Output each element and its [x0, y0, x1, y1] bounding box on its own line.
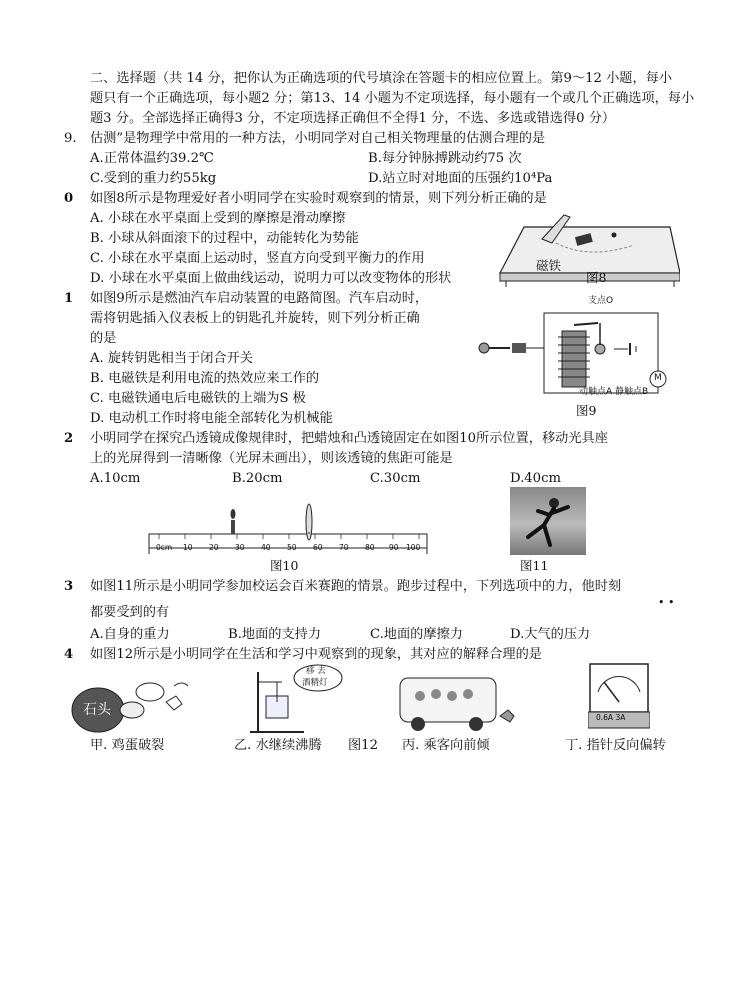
section-line-2: 题只有一个正确选项，每小题2 分；第13、14 小题为不定项选择，每小题有一个或几个正确选项，每小	[90, 91, 695, 106]
q13-emphasis-dots: • •	[658, 596, 675, 609]
figure-12-caption: 图12	[348, 738, 378, 753]
figure-10-tick-90: 90	[389, 543, 399, 552]
q12-number: 2	[64, 431, 74, 446]
figure-12-meter-scale: 0.6A 3A	[596, 713, 626, 722]
q13-stem-line-2: 都要受到的有	[90, 605, 170, 620]
q14-stem: 如图12所示是小明同学在生活和学习中观察到的现象，其对应的解释合理的是	[90, 647, 542, 662]
figure-10-tick-100: 100	[406, 543, 421, 552]
figure-10-tick-80: 80	[365, 543, 375, 552]
figure-12-caption-ding: 丁. 指针反向偏转	[565, 738, 666, 753]
q10-number: 0	[64, 191, 74, 206]
figure-12-caption-bing: 丙. 乘客向前倾	[402, 738, 490, 753]
figure-8-magnet-label: 磁铁	[536, 258, 562, 273]
section-line-3: 题3 分。全部选择正确得3 分，不定项选择正确但不全得1 分，不选、多选或错选得0 分）	[90, 111, 616, 126]
q13-option-c: C.地面的摩擦力	[370, 627, 463, 642]
figure-9-motor-label: M	[654, 373, 662, 383]
q11-option-c: C. 电磁铁通电后电磁铁的上端为S 极	[90, 391, 306, 406]
figure-10-caption: 图10	[270, 558, 299, 573]
q9-option-b: B.每分钟脉搏跳动约75 次	[368, 151, 522, 166]
figure-12-yi-beaker-stand	[248, 662, 344, 736]
q9-option-a: A.正常体温约39.2℃	[90, 151, 214, 166]
figure-10-tick-30: 30	[235, 543, 245, 552]
figure-12-ding-ammeter	[588, 662, 650, 734]
q10-option-c: C. 小球在水平桌面上运动时，竖直方向受到平衡力的作用	[90, 251, 425, 266]
q9-stem: 估测”是物理学中常用的一种方法，小明同学对自己相关物理量的估测合理的是	[90, 131, 546, 146]
figure-12-caption-jia: 甲. 鸡蛋破裂	[90, 738, 165, 753]
q12-option-c: C.30cm	[370, 471, 421, 486]
q11-stem-line-2: 需将钥匙插入仪表板上的钥匙孔并旋转，则下列分析正确	[90, 311, 420, 326]
q10-stem: 如图8所示是物理爱好者小明同学在实验时观察到的情景，则下列分析正确的是	[90, 191, 547, 206]
q10-option-a: A. 小球在水平桌面上受到的摩擦是滑动摩擦	[90, 211, 346, 226]
figure-12-stone-label: 石头	[83, 702, 111, 718]
q11-option-d: D. 电动机工作时将电能全部转化为机械能	[90, 411, 333, 426]
q12-option-b: B.20cm	[232, 471, 283, 486]
q12-stem-line-1: 小明同学在探究凸透镜成像规律时，把蜡烛和凸透镜固定在如图10所示位置，移动光具座	[90, 431, 608, 446]
figure-12-bing-bus	[396, 672, 518, 734]
figure-10-tick-40: 40	[261, 543, 271, 552]
figure-12-caption-yi: 乙. 水继续沸腾	[234, 738, 322, 753]
figure-9-contacts-label: 动触点A 静触点B	[579, 387, 649, 397]
q10-option-d: D. 小球在水平桌面上做曲线运动，说明力可以改变物体的形状	[90, 271, 452, 286]
figure-10-tick-50: 50	[287, 543, 297, 552]
q13-option-d: D.大气的压力	[510, 627, 591, 642]
q9-option-c: C.受到的重力约55kg	[90, 171, 217, 186]
figure-12-remove-label-2: 酒精灯	[302, 678, 328, 688]
figure-10-tick-70: 70	[339, 543, 349, 552]
q11-number: 1	[64, 291, 74, 306]
q14-number: 4	[64, 647, 74, 662]
q11-option-b: B. 电磁铁是利用电流的热效应来工作的	[90, 371, 320, 386]
q13-stem-line-1: 如图11所示是小明同学参加校运会百米赛跑的情景。跑步过程中，下列选项中的力，他时刻	[90, 579, 622, 594]
q10-option-b: B. 小球从斜面滚下的过程中，动能转化为势能	[90, 231, 359, 246]
q11-stem-line-3: 的是	[90, 331, 117, 346]
figure-8-caption: 图8	[586, 270, 607, 285]
figure-9-pivot-label: 支点O	[588, 296, 614, 306]
figure-11-caption: 图11	[520, 558, 549, 573]
q12-option-d: D.40cm	[510, 471, 561, 486]
q12-option-a: A.10cm	[90, 471, 141, 486]
q11-option-a: A. 旋转钥匙相当于闭合开关	[90, 351, 253, 366]
figure-9-caption: 图9	[576, 403, 597, 418]
figure-12-remove-label-1: 移 去	[306, 666, 326, 676]
q11-stem-line-1: 如图9所示是燃油汽车启动装置的电路简图。汽车启动时，	[90, 291, 429, 306]
figure-10-tick-0: 0cm	[156, 543, 173, 552]
figure-10-tick-20: 20	[209, 543, 219, 552]
q9-number: 9.	[64, 131, 77, 146]
section-line-1: 二、选择题（共 14 分，把你认为正确选项的代号填涂在答题卡的相应位置上。第9～12 小题，每小	[90, 71, 673, 86]
figure-10-tick-10: 10	[183, 543, 193, 552]
figure-10-tick-60: 60	[313, 543, 323, 552]
q12-stem-line-2: 上的光屏得到一清晰像（光屏未画出），则该透镜的焦距可能是	[90, 451, 453, 466]
q13-number: 3	[64, 579, 74, 594]
q9-option-d: D.站立时对地面的压强约10⁴Pa	[368, 171, 553, 186]
figure-11-runner-photo	[510, 487, 586, 555]
q13-option-a: A.自身的重力	[90, 627, 170, 642]
q13-option-b: B.地面的支持力	[228, 627, 322, 642]
